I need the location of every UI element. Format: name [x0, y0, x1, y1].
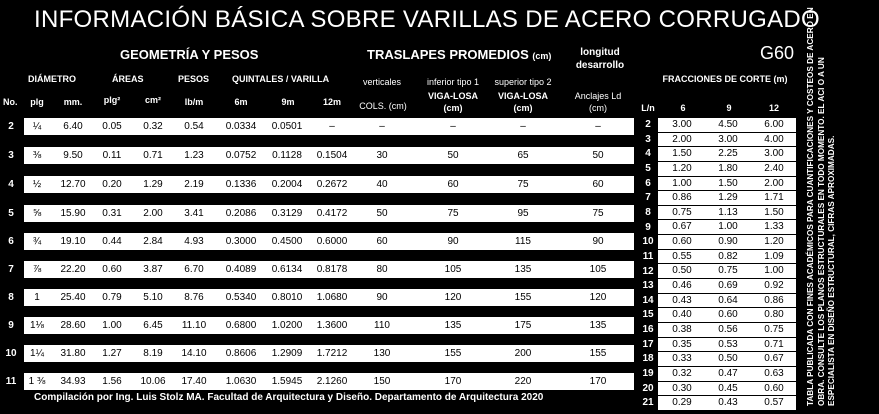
cell-plg: ¼ [32, 121, 42, 132]
fraction-f12: 1.09 [764, 250, 784, 262]
fraction-f9: 0.64 [718, 294, 738, 306]
cell-q12: 0.8178 [316, 264, 348, 275]
cell-inf: 105 [444, 264, 462, 275]
cell-plg: ¾ [32, 236, 42, 247]
fraction-f12: 0.75 [764, 323, 784, 335]
cell-sup: 155 [514, 292, 532, 303]
anclajes-label: Anclajes Ld [574, 91, 622, 101]
cell-col: 50 [376, 208, 388, 219]
fraction-ln: 19 [642, 368, 654, 380]
fraction-f12: 1.20 [764, 236, 784, 248]
fraction-f6: 0.29 [672, 397, 692, 409]
fraction-f6: 0.86 [672, 192, 692, 204]
cell-ld: 105 [589, 264, 607, 275]
cell-col: 130 [373, 348, 391, 359]
fraction-ln: 10 [642, 236, 654, 248]
fraction-f12: 2.40 [764, 162, 784, 174]
fraction-f12: 4.00 [764, 133, 784, 145]
fraction-ln: 11 [642, 250, 654, 262]
fraction-row [658, 382, 796, 397]
cell-q6: 0.6800 [225, 320, 257, 331]
cell-inf: 75 [447, 208, 459, 219]
cell-plg: 1 ⅜ [28, 376, 46, 387]
fraction-f6: 0.43 [672, 294, 692, 306]
cell-plg: ⅜ [32, 150, 42, 161]
table-row [0, 345, 640, 362]
hdr-f6: 6 [680, 103, 686, 113]
fraction-f6: 1.00 [672, 177, 692, 189]
fraction-row [658, 191, 796, 206]
fraction-row [658, 133, 796, 148]
fraction-f12: 0.57 [764, 397, 784, 409]
section-geometria: GEOMETRÍA Y PESOS [120, 47, 259, 62]
footer-credit: Compilación por Ing. Luis Stolz MA. Facultad de Arquitectura y Diseño. Departamento de Arquitectura 2020 [34, 392, 544, 403]
hdr-f12: 12 [768, 103, 779, 113]
bar-number: 5 [8, 208, 14, 219]
cell-lbm: 6.70 [184, 264, 204, 275]
cell-cm2: 2.00 [143, 208, 163, 219]
fraction-ln: 9 [645, 221, 651, 233]
fraction-row [658, 235, 796, 250]
fraction-row [658, 396, 796, 411]
cell-plg2: 0.60 [102, 264, 122, 275]
fraction-f6: 0.40 [672, 309, 692, 321]
cell-q9: 0.4500 [271, 236, 303, 247]
cell-plg: 1 [34, 292, 40, 303]
cell-q9: 1.2909 [271, 348, 303, 359]
cell-q6: 0.3000 [225, 236, 257, 247]
cell-q6: 0.2086 [225, 208, 257, 219]
fraction-f9: 0.60 [718, 309, 738, 321]
fraction-ln: 3 [645, 133, 651, 145]
cell-q9: 1.5945 [271, 376, 303, 387]
cell-plg: 1¼ [30, 348, 44, 359]
fraction-f9: 4.50 [718, 119, 738, 130]
cell-plg: ⅝ [32, 208, 42, 219]
page-title: INFORMACIÓN BÁSICA SOBRE VARILLAS DE ACERO CORRUGADO [34, 6, 820, 33]
cell-col: 40 [376, 179, 388, 190]
fraction-f6: 0.67 [672, 221, 692, 233]
fraction-row [658, 147, 796, 162]
bar-number: 8 [8, 292, 14, 303]
fraction-row [658, 338, 796, 353]
fraction-row [658, 250, 796, 265]
cell-mm: 12.70 [60, 179, 86, 190]
viga-losa-2-unit: (cm) [513, 103, 533, 113]
fraction-f12: 2.00 [764, 177, 784, 189]
cell-plg2: 0.20 [102, 179, 122, 190]
fraction-row [658, 352, 796, 367]
fraction-ln: 16 [642, 324, 654, 336]
cell-sup: 65 [517, 150, 529, 161]
bar-number: 6 [8, 236, 14, 247]
hdr-viga-losa-1 [418, 90, 488, 114]
cell-q6: 0.8606 [225, 348, 257, 359]
fraction-row [658, 220, 796, 235]
cell-plg: ½ [32, 179, 42, 190]
cell-mm: 31.80 [60, 348, 86, 359]
cell-sup: 95 [517, 208, 529, 219]
cell-plg2: 0.44 [102, 236, 122, 247]
fraction-f6: 0.55 [672, 250, 692, 262]
cell-inf: 60 [447, 179, 459, 190]
cell-plg2: 1.27 [102, 348, 122, 359]
fraction-f9: 0.56 [718, 323, 738, 335]
cell-col: 60 [376, 236, 388, 247]
cell-sup: 135 [514, 264, 532, 275]
table-row [0, 317, 640, 334]
fraction-row [658, 118, 796, 133]
cell-lbm: 0.54 [184, 121, 204, 132]
hdr-lbm: lb/m [184, 97, 204, 107]
table-row [0, 233, 640, 250]
fraction-f9: 0.43 [718, 397, 738, 409]
fraction-f6: 0.32 [672, 367, 692, 379]
cell-q6: 0.5340 [225, 292, 257, 303]
cell-inf: 120 [444, 292, 462, 303]
cell-lbm: 11.10 [181, 320, 207, 331]
cell-inf: – [450, 121, 456, 132]
cell-sup: 200 [514, 348, 532, 359]
fraction-f6: 0.50 [672, 265, 692, 277]
cell-cm2: 2.84 [143, 236, 163, 247]
fraction-f12: 1.00 [764, 265, 784, 277]
cell-mm: 19.10 [60, 236, 86, 247]
table-row [0, 147, 640, 164]
hdr-cols: COLS. (cm) [359, 101, 407, 111]
cell-cm2: 6.45 [143, 320, 163, 331]
cell-q12: 0.4172 [316, 208, 348, 219]
fraction-f6: 1.50 [672, 148, 692, 160]
cell-inf: 90 [447, 236, 459, 247]
hdr-f9: 9 [726, 103, 732, 113]
hdr-plg: plg [30, 97, 44, 107]
table-row [0, 261, 640, 278]
fraction-f6: 0.60 [672, 236, 692, 248]
cell-lbm: 2.19 [184, 179, 204, 190]
fraction-row [658, 279, 796, 294]
cell-mm: 15.90 [60, 208, 86, 219]
cell-ld: 75 [592, 208, 604, 219]
cell-q9: 0.2004 [271, 179, 303, 190]
fraction-f12: 0.60 [764, 382, 784, 394]
bar-number: 9 [8, 320, 14, 331]
fraction-ln: 21 [642, 397, 654, 409]
cell-q9: 0.0501 [271, 121, 303, 132]
hdr-ln: L/n [641, 103, 655, 113]
fraction-f12: 3.00 [764, 148, 784, 160]
cell-col: – [379, 121, 385, 132]
cell-col: 30 [376, 150, 388, 161]
cell-q12: 0.1504 [316, 150, 348, 161]
cell-mm: 25.40 [60, 292, 86, 303]
cell-ld: – [595, 121, 601, 132]
section-traslapes [367, 47, 551, 62]
longitud-label: longitud [580, 47, 620, 58]
cell-mm: 9.50 [63, 150, 83, 161]
cell-sup: 175 [514, 320, 532, 331]
cell-q12: – [329, 121, 335, 132]
table-row [0, 205, 640, 222]
cell-mm: 34.93 [60, 376, 86, 387]
cell-q9: 0.1128 [272, 150, 302, 161]
hdr-anclajes [562, 90, 634, 114]
fraction-ln: 6 [645, 177, 651, 189]
fraction-ln: 7 [645, 192, 651, 204]
cell-ld: 120 [589, 292, 607, 303]
fraction-f9: 0.53 [718, 338, 738, 350]
fraction-row [658, 162, 796, 177]
fraction-f6: 0.35 [672, 338, 692, 350]
fraction-ln: 8 [645, 206, 651, 218]
cell-sup: 75 [517, 179, 529, 190]
cell-q6: 0.4089 [225, 264, 257, 275]
cell-cm2: 0.71 [143, 150, 163, 161]
cell-ld: 155 [589, 348, 607, 359]
cell-lbm: 17.40 [181, 376, 207, 387]
fraction-ln: 15 [642, 309, 654, 321]
cell-cm2: 10.06 [140, 376, 166, 387]
fraction-row [658, 367, 796, 382]
hdr-quintales: QUINTALES / VARILLA [232, 74, 330, 84]
bar-number: 7 [8, 264, 14, 275]
hdr-6m: 6m [234, 97, 248, 107]
fraction-f9: 0.75 [718, 265, 738, 277]
cell-ld: 90 [592, 236, 604, 247]
fraction-f6: 3.00 [672, 119, 692, 130]
fraction-ln: 20 [642, 382, 654, 394]
cell-lbm: 3.41 [184, 208, 204, 219]
cell-mm: 22.20 [60, 264, 86, 275]
cell-q6: 0.0752 [225, 150, 257, 161]
hdr-pesos: PESOS [178, 74, 210, 84]
fraction-row [658, 294, 796, 309]
fraction-row [658, 206, 796, 221]
cell-inf: 50 [447, 150, 459, 161]
cell-mm: 6.40 [63, 121, 83, 132]
cell-cm2: 5.10 [143, 292, 163, 303]
fraction-f12: 0.80 [764, 309, 784, 321]
hdr-superior: superior tipo 2 [494, 77, 552, 87]
cell-col: 110 [374, 320, 390, 331]
fraction-f9: 2.25 [718, 148, 738, 160]
cell-inf: 155 [444, 348, 462, 359]
fraction-ln: 5 [645, 162, 651, 174]
cell-q12: 0.6000 [316, 236, 348, 247]
section-fracciones: FRACCIONES DE CORTE (m) [662, 74, 788, 84]
hdr-plg2: plg² [103, 95, 121, 105]
cell-inf: 135 [444, 320, 462, 331]
fraction-f9: 0.47 [718, 367, 738, 379]
hdr-areas: ÁREAS [112, 74, 144, 84]
cell-lbm: 4.93 [184, 236, 204, 247]
hdr-no: No. [3, 97, 18, 107]
fraction-f6: 1.20 [672, 162, 692, 174]
cell-q9: 1.0200 [271, 320, 303, 331]
cell-lbm: 1.23 [184, 150, 204, 161]
cell-plg2: 1.56 [102, 376, 122, 387]
cell-q12: 1.0680 [316, 292, 348, 303]
fraction-f9: 1.00 [718, 221, 738, 233]
table-row [0, 289, 640, 306]
hdr-diametro: DIÁMETRO [28, 74, 76, 84]
fraction-f9: 1.29 [718, 192, 738, 204]
cell-q12: 1.3600 [316, 320, 348, 331]
cell-col: 90 [376, 292, 388, 303]
cell-q6: 0.1336 [225, 179, 257, 190]
cell-sup: – [520, 121, 526, 132]
fraction-f12: 1.50 [764, 206, 784, 218]
hdr-9m: 9m [281, 97, 295, 107]
cell-plg2: 0.31 [102, 208, 122, 219]
cell-q9: 0.6134 [271, 264, 303, 275]
cell-cm2: 0.32 [143, 121, 163, 132]
cell-q6: 0.0334 [225, 121, 257, 132]
fraction-f6: 0.75 [672, 206, 692, 218]
section-longitud [560, 46, 640, 72]
cell-plg: ⅞ [32, 264, 42, 275]
cell-ld: 50 [592, 150, 604, 161]
fraction-f9: 0.90 [718, 236, 738, 248]
table-row [0, 176, 640, 193]
fraction-ln: 2 [645, 119, 651, 130]
fraction-f12: 1.71 [764, 192, 784, 204]
fraction-f12: 0.86 [764, 294, 784, 306]
cell-ld: 170 [589, 376, 607, 387]
hdr-mm: mm. [63, 97, 83, 107]
cell-q12: 1.7212 [316, 348, 348, 359]
anclajes-unit: (cm) [589, 103, 607, 113]
cell-ld: 60 [592, 179, 604, 190]
fraction-row [658, 323, 796, 338]
fraction-ln: 14 [642, 294, 654, 306]
desarrollo-label: desarrollo [575, 60, 625, 71]
cell-plg2: 0.79 [102, 292, 122, 303]
bar-number: 3 [8, 150, 14, 161]
cell-q12: 0.2672 [316, 179, 348, 190]
fraction-f9: 0.69 [718, 280, 738, 292]
table-row [0, 373, 640, 390]
hdr-cm2: cm² [144, 95, 161, 105]
fraction-f9: 1.50 [718, 177, 738, 189]
fraction-f12: 6.00 [764, 119, 784, 130]
cell-q9: 0.3129 [271, 208, 303, 219]
viga-losa-1-label: VIGA-LOSA [427, 91, 478, 101]
cell-plg2: 0.11 [102, 150, 122, 161]
cell-q12: 2.1260 [316, 376, 348, 387]
cell-cm2: 3.87 [143, 264, 163, 275]
grade-label: G60 [760, 43, 795, 63]
hdr-viga-losa-2 [487, 90, 559, 114]
hdr-inferior: inferior tipo 1 [426, 77, 480, 87]
fraction-f12: 0.63 [764, 367, 784, 379]
cell-cm2: 1.29 [143, 179, 163, 190]
fraction-row [658, 177, 796, 192]
bar-number: 2 [8, 121, 14, 132]
fraction-ln: 17 [642, 338, 654, 350]
traslapes-label: TRASLAPES PROMEDIOS [367, 47, 529, 62]
viga-losa-1-unit: (cm) [443, 103, 463, 113]
bar-number: 10 [5, 348, 17, 359]
fraction-f9: 1.80 [718, 162, 738, 174]
fraction-ln: 13 [642, 280, 654, 292]
vertical-disclaimer: TABLA PUBLICADA CON FINES ACADÉMICOS PARA CUANTIFICACIONES Y COSTEOS DE ACERO EN OBRA. CONSULTE LOS PLANOS ESTRUCTURALES EN TODO MOMENTO. EL ACI O A UN ESPECIALISTA EN DISEÑO ESTRUCTURAL, CIFRAS APROXIMADAS. [806, 7, 836, 406]
traslapes-unit: (cm) [532, 51, 552, 61]
cell-sup: 220 [514, 376, 532, 387]
fractions-table [658, 118, 796, 411]
fraction-row [658, 264, 796, 279]
fraction-f6: 0.33 [672, 353, 692, 365]
cell-sup: 115 [515, 236, 531, 247]
cell-plg: 1⅛ [30, 320, 44, 331]
fraction-f9: 0.50 [718, 353, 738, 365]
bar-number: 4 [8, 179, 14, 190]
fraction-f9: 0.82 [718, 250, 738, 262]
fraction-f12: 1.33 [764, 221, 784, 233]
fraction-ln: 12 [642, 265, 654, 277]
cell-lbm: 14.10 [181, 348, 207, 359]
viga-losa-2-label: VIGA-LOSA [497, 91, 548, 101]
fraction-row [658, 308, 796, 323]
fraction-f12: 0.92 [764, 280, 784, 292]
table-row [0, 118, 640, 135]
cell-q6: 1.0630 [225, 376, 257, 387]
fraction-f6: 2.00 [672, 133, 692, 145]
fraction-f9: 0.45 [718, 382, 738, 394]
bar-number: 11 [5, 376, 17, 387]
fraction-f9: 1.13 [718, 206, 738, 218]
hdr-12m: 12m [322, 97, 341, 107]
cell-cm2: 8.19 [143, 348, 163, 359]
cell-col: 150 [373, 376, 391, 387]
cell-ld: 135 [589, 320, 607, 331]
fraction-f9: 3.00 [718, 133, 738, 145]
cell-plg2: 1.00 [102, 320, 122, 331]
fraction-f6: 0.30 [672, 382, 692, 394]
cell-mm: 28.60 [60, 320, 86, 331]
cell-inf: 170 [444, 376, 462, 387]
fraction-ln: 4 [645, 148, 651, 160]
fraction-f6: 0.46 [672, 280, 692, 292]
fraction-f12: 0.71 [764, 338, 784, 350]
cell-plg2: 0.05 [102, 121, 122, 132]
hdr-verticales: verticales [362, 77, 401, 87]
fraction-f12: 0.67 [764, 353, 784, 365]
cell-col: 80 [376, 264, 388, 275]
cell-lbm: 8.76 [184, 292, 204, 303]
fraction-f6: 0.38 [672, 323, 692, 335]
cell-q9: 0.8010 [271, 292, 303, 303]
fraction-ln: 18 [642, 353, 654, 365]
